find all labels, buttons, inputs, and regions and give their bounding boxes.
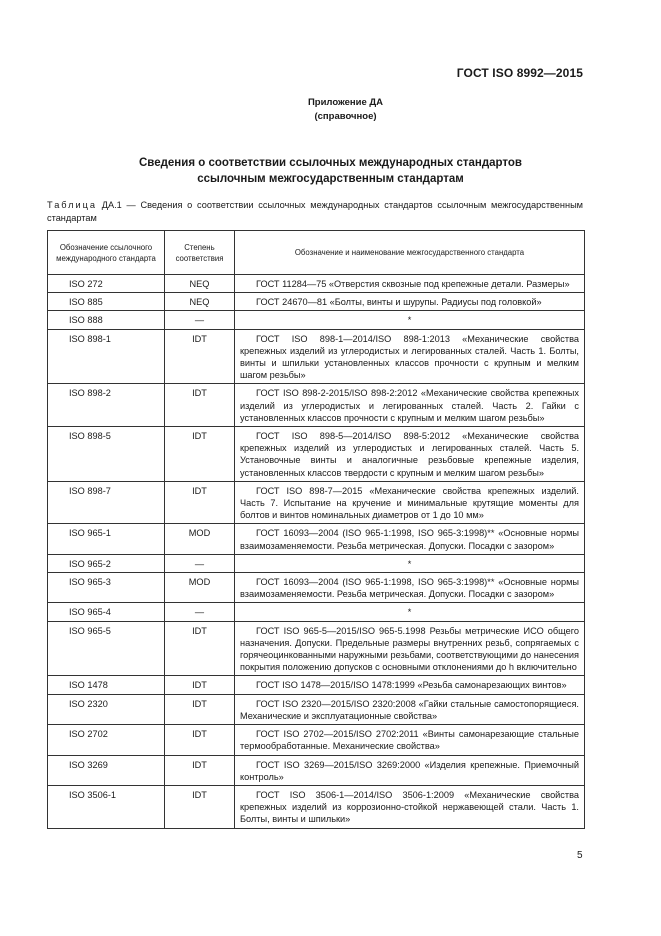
national-standard-text: ГОСТ 16093—2004 (ISO 965-1:1998, ISO 965-3:1998)** «Основные нормы взаимозаменяемости. Резьба метрическая. Допуски. Посадки с зазором» xyxy=(240,528,579,551)
intl-standard-cell: ISO 898-5 xyxy=(48,427,165,482)
national-standard-cell xyxy=(235,275,585,293)
appendix-title: Приложение ДА xyxy=(307,97,384,108)
table-body xyxy=(48,275,585,829)
national-standard-cell xyxy=(235,427,585,482)
national-standard-cell xyxy=(235,676,585,694)
intl-standard-cell: ISO 888 xyxy=(48,311,165,329)
degree-cell: NEQ xyxy=(165,293,235,311)
intl-standard-cell: ISO 1478 xyxy=(48,676,165,694)
intl-standard-cell: ISO 965-5 xyxy=(48,621,165,676)
standards-table xyxy=(47,230,585,829)
national-standard-cell xyxy=(235,293,585,311)
national-standard-text: ГОСТ ISO 2320—2015/ISO 2320:2008 «Гайки стальные самостопорящиеся. Механические и эксплуатационные свойства» xyxy=(240,698,579,721)
table-caption xyxy=(47,199,583,224)
national-standard-cell xyxy=(235,621,585,676)
table-row xyxy=(48,427,585,482)
table-row xyxy=(48,755,585,785)
degree-cell: IDT xyxy=(165,427,235,482)
degree-cell: IDT xyxy=(165,725,235,755)
national-standard-cell xyxy=(235,694,585,724)
degree-cell: NEQ xyxy=(165,275,235,293)
national-standard-cell: * xyxy=(235,311,585,329)
national-standard-text: ГОСТ ISO 898-5—2014/ISO 898-5:2012 «Механические свойства крепежных изделий из углеродистых и легированных сталей. Часть 5. Установочные винты и аналогичные резьбовые крепежные изделия, установленных классов твердости с крупным и мелким шагом резьбы» xyxy=(240,431,579,478)
degree-cell: IDT xyxy=(165,329,235,384)
degree-cell: IDT xyxy=(165,621,235,676)
national-standard-cell xyxy=(235,755,585,785)
intl-standard-cell: ISO 965-3 xyxy=(48,573,165,603)
section-title-line-2: ссылочным межгосударственным стандартам xyxy=(197,173,464,185)
degree-cell: IDT xyxy=(165,384,235,427)
header-degree: Степень соответствия xyxy=(165,231,235,275)
national-standard-cell xyxy=(235,329,585,384)
national-standard-cell xyxy=(235,384,585,427)
intl-standard-cell: ISO 2320 xyxy=(48,694,165,724)
table-caption-text: ДА.1 — Сведения о соответствии ссылочных международных стандартов ссылочным межгосударственным стандартам xyxy=(47,200,583,223)
table-header-row xyxy=(48,231,585,275)
table-row xyxy=(48,311,585,329)
table-row xyxy=(48,481,585,524)
header-national-standard: Обозначение и наименование межгосударственного стандарта xyxy=(235,231,585,275)
table-row xyxy=(48,694,585,724)
degree-cell: IDT xyxy=(165,676,235,694)
table-row xyxy=(48,573,585,603)
intl-standard-cell: ISO 3269 xyxy=(48,755,165,785)
national-standard-cell xyxy=(235,573,585,603)
national-standard-text: ГОСТ 24670—81 «Болты, винты и шурупы. Радиусы под головкой» xyxy=(256,297,542,308)
national-standard-text: ГОСТ 16093—2004 (ISO 965-1:1998, ISO 965-3:1998)** «Основные нормы взаимозаменяемости. Резьба метрическая. Допуски. Посадки с зазором» xyxy=(240,577,579,600)
national-standard-text: ГОСТ ISO 898-1—2014/ISO 898-1:2013 «Механические свойства крепежных изделий из углеродистых и легированных сталей. Часть 1. Болты, винты и шпильки установленных классов прочности с крупным и мелким шагом резьбы» xyxy=(240,333,579,381)
appendix-heading xyxy=(0,96,661,124)
national-standard-text: ГОСТ 11284—75 «Отверстия сквозные под крепежные детали. Размеры» xyxy=(256,279,570,289)
table-row xyxy=(48,384,585,427)
table-row xyxy=(48,554,585,572)
table-row xyxy=(48,275,585,293)
degree-cell: — xyxy=(165,603,235,621)
national-standard-text: ГОСТ ISO 2702—2015/ISO 2702:2011 «Винты самонарезающие стальные термообработанные. Механические свойства» xyxy=(240,729,579,752)
degree-cell: IDT xyxy=(165,481,235,524)
degree-cell: — xyxy=(165,554,235,572)
table-row xyxy=(48,676,585,694)
page-number: 5 xyxy=(577,850,583,861)
national-standard-text: ГОСТ ISO 965-5—2015/ISO 965-5.1998 Резьбы метрические ИСО общего назначения. Допуски. Предельные размеры внутренних резьб, сопрягаемых с горячеоцинкованными наружными резьбами, соответствующими до нанесения покрытия положению допусков с основными отклонениями до h включительно xyxy=(240,625,579,673)
national-standard-cell xyxy=(235,481,585,524)
national-standard-text: ГОСТ ISO 3506-1—2014/ISO 3506-1:2009 «Механические свойства крепежных изделий из коррозионно-стойкой нержавеющей стали. Часть 1. Болты, винты и шпильки» xyxy=(240,789,579,825)
degree-cell: MOD xyxy=(165,524,235,554)
intl-standard-cell: ISO 3506-1 xyxy=(48,785,165,828)
table-row xyxy=(48,603,585,621)
document-code: ГОСТ ISO 8992—2015 xyxy=(456,66,583,80)
intl-standard-cell: ISO 965-1 xyxy=(48,524,165,554)
national-standard-text: ГОСТ ISO 898-7—2015 «Механические свойства крепежных изделий. Часть 7. Испытание на кручение и минимальные крутящие моменты для болтов и винтов номинальных диаметров от 1 до 10 мм» xyxy=(240,485,579,521)
degree-cell: IDT xyxy=(165,755,235,785)
national-standard-cell xyxy=(235,524,585,554)
table-row xyxy=(48,785,585,828)
table-row xyxy=(48,329,585,384)
national-standard-text: ГОСТ ISO 898-2-2015/ISO 898-2:2012 «Механические свойства крепежных изделий из углеродистых и легированных сталей. Часть 2. Гайки с установленных классов прочности с крупным и мелким шагом резьбы» xyxy=(240,388,579,423)
national-standard-cell: * xyxy=(235,603,585,621)
appendix-subtitle: (справочное) xyxy=(314,111,377,122)
national-standard-text: ГОСТ ISO 3269—2015/ISO 3269:2000 «Изделия крепежные. Приемочный контроль» xyxy=(240,759,579,782)
intl-standard-cell: ISO 2702 xyxy=(48,725,165,755)
intl-standard-cell: ISO 898-2 xyxy=(48,384,165,427)
intl-standard-cell: ISO 898-1 xyxy=(48,329,165,384)
section-title-line-1: Сведения о соответствии ссылочных международных стандартов xyxy=(138,157,522,169)
degree-cell: MOD xyxy=(165,573,235,603)
national-standard-cell xyxy=(235,785,585,828)
intl-standard-cell: ISO 272 xyxy=(48,275,165,293)
table-row xyxy=(48,524,585,554)
degree-cell: IDT xyxy=(165,785,235,828)
table-row xyxy=(48,293,585,311)
degree-cell: IDT xyxy=(165,694,235,724)
table-row xyxy=(48,621,585,676)
intl-standard-cell: ISO 885 xyxy=(48,293,165,311)
intl-standard-cell: ISO 965-4 xyxy=(48,603,165,621)
national-standard-cell: * xyxy=(235,554,585,572)
national-standard-cell xyxy=(235,725,585,755)
intl-standard-cell: ISO 965-2 xyxy=(48,554,165,572)
degree-cell: — xyxy=(165,311,235,329)
intl-standard-cell: ISO 898-7 xyxy=(48,481,165,524)
table-caption-prefix: Таблица xyxy=(47,200,98,210)
header-intl-standard: Обозначение ссылочного международного стандарта xyxy=(48,231,165,275)
section-title xyxy=(0,155,661,187)
national-standard-text: ГОСТ ISO 1478—2015/ISO 1478:1999 «Резьба самонарезающих винтов» xyxy=(256,680,567,691)
table-row xyxy=(48,725,585,755)
